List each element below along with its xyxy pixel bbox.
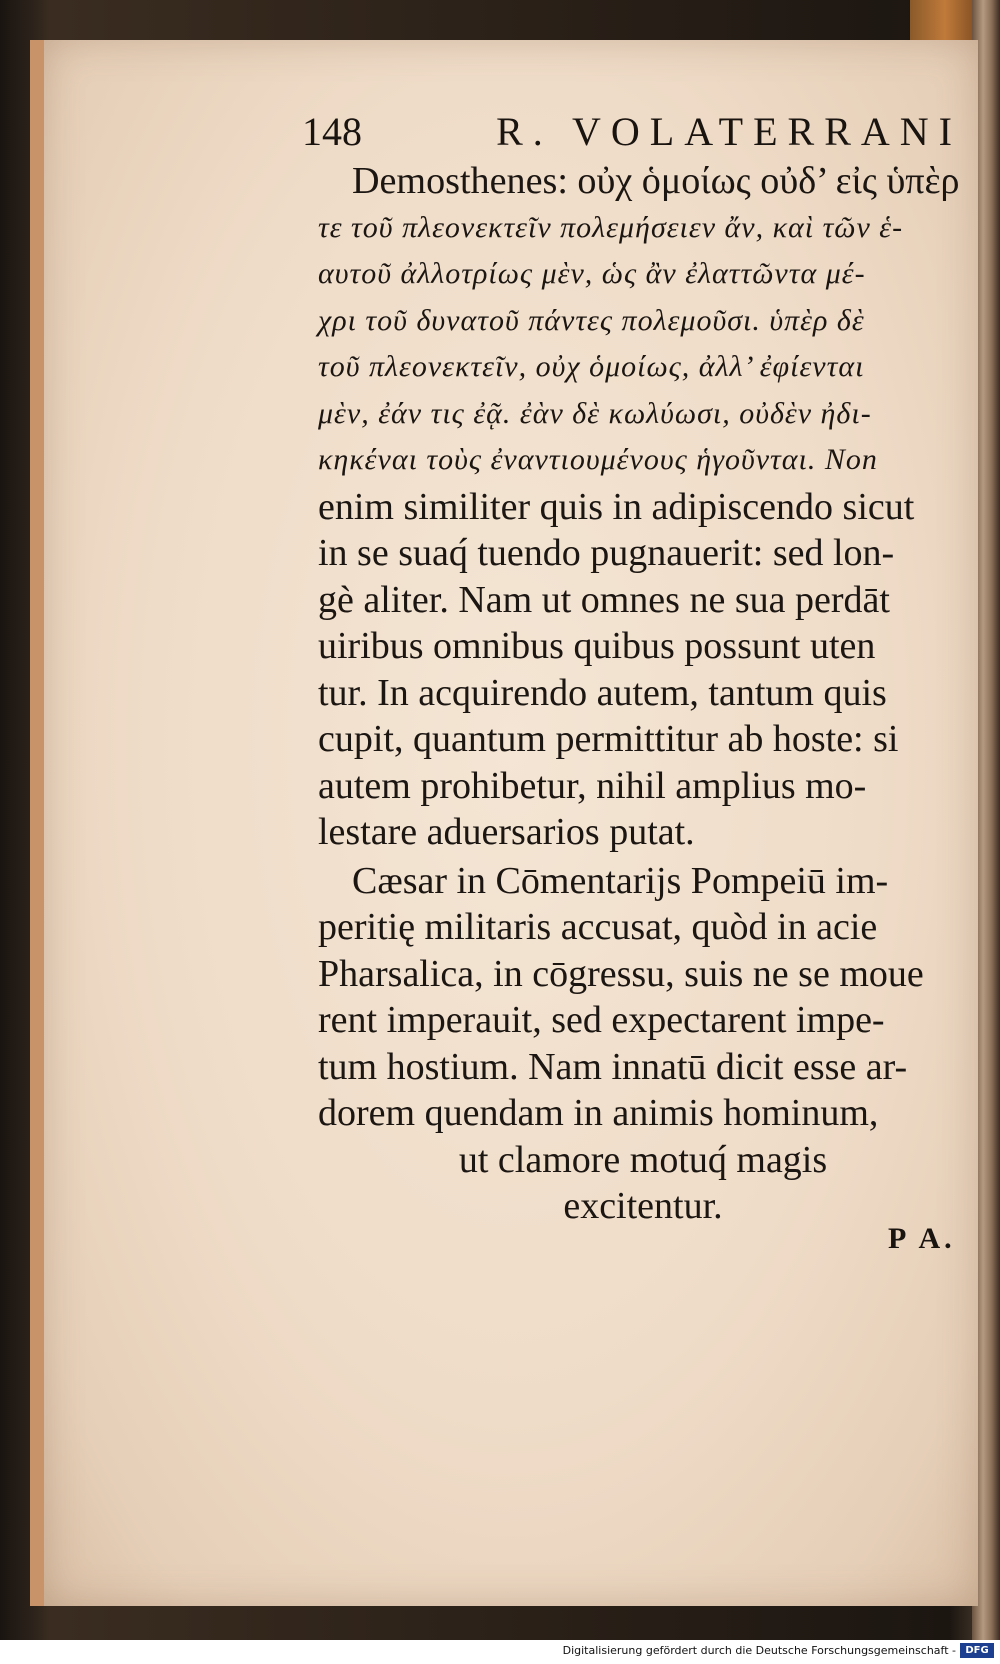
text-line: τοῦ πλεονεκτεῖν, οὐχ ὁμοίως, ἀλλ’ ἐφίενται [318,350,865,383]
text-line: tum hostium. Nam innatū dicit esse ar- [318,1045,908,1088]
footer-credit: Digitalisierung gefördert durch die Deutsche Forschungsgemeinschaft - [562,1644,956,1657]
running-header [302,108,962,155]
text-line: κηκέναι τοὺς ἐναντιουμένους ἡγοῦνται. Non [318,443,878,476]
text-line: ut clamore motuq́ magis [458,1138,828,1181]
text-line: rent imperauit, sed expectarent impe- [318,999,885,1041]
text-line: Pharsalica, in cōgressu, suis ne se moue [318,952,924,995]
text-line: Cæsar in Cōmentarijs Pompeiū im- [352,859,889,902]
text-line: lestare aduersarios putat. [318,811,695,853]
page-number: 148 [302,109,362,154]
body-text [318,158,968,1230]
text-line: αυτοῦ ἀλλοτρίως μὲν, ὡς ἂν ἐλαττῶντα μέ- [318,257,866,290]
text-line: Demosthenes: οὐχ ὁμοίως οὐδ’ εἰς ὑπὲρ [352,160,960,202]
text-line: autem prohibetur, nihil amplius mo- [318,764,867,807]
text-line: peritię militaris accusat, quòd in acie [318,906,878,948]
catchword: P A. [888,1222,956,1255]
text-line: tur. In acquirendo autem, tantum quis [318,671,887,714]
text-line: μὲν, ἐάν τις ἐᾷ. ἐὰν δὲ κωλύωσι, οὐδὲν ἠδι- [318,396,872,430]
text-line: in se suaq́ tuendo pugnauerit: sed lon- [318,532,895,574]
text-line: excitentur. [563,1185,723,1227]
text-line: χρι τοῦ δυνατοῦ πάντες πολεμοῦσι. ὑπὲρ δὲ [318,303,865,337]
footer-bar [0,1640,1000,1664]
running-title: R. VOLATERRANI [496,109,962,154]
text-line: τε τοῦ πλεονεκτεῖν πολεμήσειεν ἄν, καὶ τῶν ἑ- [318,210,904,244]
text-line: cupit, quantum permittitur ab hoste: si [318,718,899,760]
book-edge-tab [910,0,980,40]
text-line: uiribus omnibus quibus possunt uten [318,625,876,667]
dfg-logo: DFG [960,1643,994,1658]
text-line: dorem quendam in animis hominum, [318,1092,879,1134]
text-line: gè aliter. Nam ut omnes ne sua perdāt [318,578,890,621]
text-line: enim similiter quis in adipiscendo sicut [318,485,915,528]
